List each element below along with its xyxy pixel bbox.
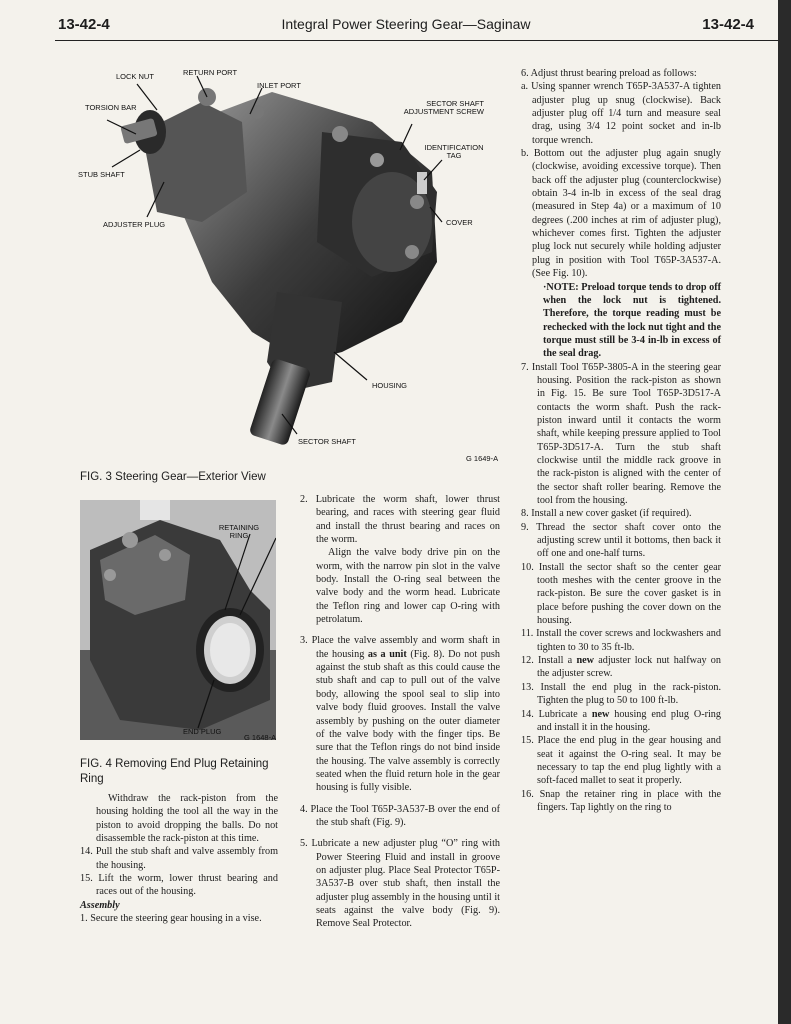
step-3-text-b: (Fig. 8). Do not push against the stub shaft as this could cause the stub shaft and cap to pull out of the valve body, allowing the spool seal to slip into valve body fluid grooves. Install the valve assembly by pushing on the outer diameter of the valve body with the finger tips. Be sure that the Teflon rings do not bind inside the housing. The valve assembly is correctly seated when the fluid return hole in the gear housing is fully visible. [316,648,500,794]
step-3-bold: as a unit [367,648,407,660]
left-column [80,792,278,925]
callout-cover: COVER [446,218,473,227]
assembly-heading: Assembly [80,899,120,911]
callout-torsion-bar: TORSION BAR [85,103,137,112]
callout-adjuster-plug: ADJUSTER PLUG [103,220,166,229]
figure-3-caption: FIG. 3 Steering Gear—Exterior View [80,471,266,483]
step-15-lift-worm: 15. Lift the worm, lower thrust bearing and races out of the housing. [80,873,278,898]
step-6b-bottom-out: b. Bottom out the adjuster plug again snugly (clockwise, avoiding excessive torque). Then back off the adjuster plug (counterclockwise) obtain 3-4 in-lb in excess of the seal drag (measured in Step 4a) or a maximum of 10 degrees (.200 inches at rim of adjuster plug), whichever comes first. Tighten the adjuster plug lock nut securely while holding adjuster plug in position with Tool T65P-3A537-A. (See Fig. 10). [521,148,721,280]
callout-end-plug: END PLUG [183,727,222,736]
middle-column [300,493,500,931]
step-11-cover-screws: 11. Install the cover screws and lockwashers and tighten to 30 to 35 ft-lb. [521,628,721,653]
callout-inlet-port: INLET PORT [257,81,301,90]
callout-lock-nut: LOCK NUT [116,72,154,81]
step-6a-spanner: a. Using spanner wrench T65P-3A537-A tighten adjuster plug up snug (clockwise). Back adjuster plug off 1/4 turn and measure seal drag, using 3/4 12 point socket and in-lb torque wrench. [521,81,721,146]
paragraph-withdraw-rack: Withdraw the rack-piston from the housing holding the tool all the way in the piston to avoid dropping the balls. Do not disassemble the rack-piston at this time. [96,793,278,845]
step-14-text-b: housing end plug O-ring and install it in the housing. [537,708,721,733]
step-9-thread-cover: 9. Thread the sector shaft cover onto the adjusting screw until it bottoms, then back it off one and one-half turns. [521,521,721,560]
step-16-snap-ring: 16. Snap the retainer ring in place with the fingers. Tap lightly on the ring to [521,788,721,813]
figure-4-code: G 1648-A [244,733,277,742]
step-6-adjust-preload: 6. Adjust thrust bearing preload as follows: [521,68,697,79]
step-1-secure-housing: 1. Secure the steering gear housing in a vise. [80,913,262,925]
callout-identification-tag: IDENTIFICATION TAG [424,143,484,160]
page-number-left: 13-42-4 [58,16,110,33]
step-14-lubricate-oring [521,708,721,735]
preload-note: ·NOTE: Preload torque tends to drop off when the lock nut is tightened. Therefore, the torque reading must be rechecked with the lock nut tight and the torque must still be 3-4 in-lb in excess of the seal drag. [543,281,721,360]
callout-sector-shaft-adjustment-screw: SECTOR SHAFT ADJUSTMENT SCREW [403,99,484,116]
steering-gear-photo [72,62,512,462]
callout-retaining-ring: RETAINING RING [218,523,260,540]
step-13-end-plug: 13. Install the end plug in the rack-piston. Tighten the plug to 50 to 100 ft-lb. [521,681,721,707]
page-number-right: 13-42-4 [702,16,754,33]
callout-sector-shaft: SECTOR SHAFT [298,437,356,446]
page-header [58,16,754,36]
step-3-text-a: 3. Place the valve assembly and worm shaft in the housing [300,635,500,660]
step-14-bold: new [591,708,610,720]
callout-return-port: RETURN PORT [183,68,238,77]
header-rule [55,40,778,41]
step-12-bold: new [576,655,594,667]
paragraph-align-valve: Align the valve body drive pin on the worm, with the narrow pin slot in the valve body. Install the O-ring seal between the valve body and the worm head. Lubricate the Teflon ring and lower cap O-ring with petrolatum. [316,547,500,626]
figure-3-code: G 1649-A [466,454,499,463]
callout-stub-shaft: STUB SHAFT [78,170,125,179]
callout-housing: HOUSING [372,381,408,390]
step-3-place-valve [300,634,500,794]
step-12-text-a: 12. Install a [521,655,577,667]
step-14-pull-stub: 14. Pull the stub shaft and valve assembly from the housing. [80,846,278,871]
page-title: Integral Power Steering Gear—Saginaw [281,16,531,32]
step-10-install-sector: 10. Install the sector shaft so the center gear tooth meshes with the center groove in the rack-piston. Be sure the cover gasket is in place before pushing the cover down on the housing. [521,561,721,627]
step-14-text-a: 14. Lubricate a [521,708,592,720]
step-12-text-b: adjuster lock nut halfway on the adjuster screw. [537,655,721,680]
step-15-place-end-plug: 15. Place the end plug in the gear housing and seat it against the O-ring seal. It may be necessary to tap the end plug lightly with a soft-faced mallet to seat it properly. [521,735,721,787]
step-4-place-tool: 4. Place the Tool T65P-3A537-B over the end of the stub shaft (Fig. 9). [300,803,500,828]
figure-3-steering-gear [72,62,512,462]
step-5-lubricate-oring: 5. Lubricate a new adjuster plug “O” ring with Power Steering Fluid and install in groove on adjuster plug. Place Seal Protector T65P-3A537-B over stub shaft, then install the adjuster plug assembly in the housing until it seats against the valve body (Fig. 9). Remove Seal Protector. [300,838,500,930]
step-2-lubricate-worm: 2. Lubricate the worm shaft, lower thrust bearing, and races with steering gear fluid and install the thrust bearing and races on the worm. [300,494,500,546]
step-7-install-tool: 7. Install Tool T65P-3805-A in the steering gear housing. Position the rack-piston as shown in Fig. 15. Be sure Tool T65P-3D517-A contacts the worm shaft. Push the rack-piston inward until it contacts the worm shaft, while keeping pressure applied to Tool T65P-3D517-A. Turn the stub shaft clockwise until the middle rack groove in the rack-piston is aligned with the center of the sector shaft roller bearing. Remove the tool from the housing. [521,361,721,506]
step-12-lock-nut [521,654,721,681]
right-column [521,67,721,814]
step-8-cover-gasket: 8. Install a new cover gasket (if required). [521,508,692,520]
figure-4-caption: FIG. 4 Removing End Plug Retaining Ring [80,758,269,785]
